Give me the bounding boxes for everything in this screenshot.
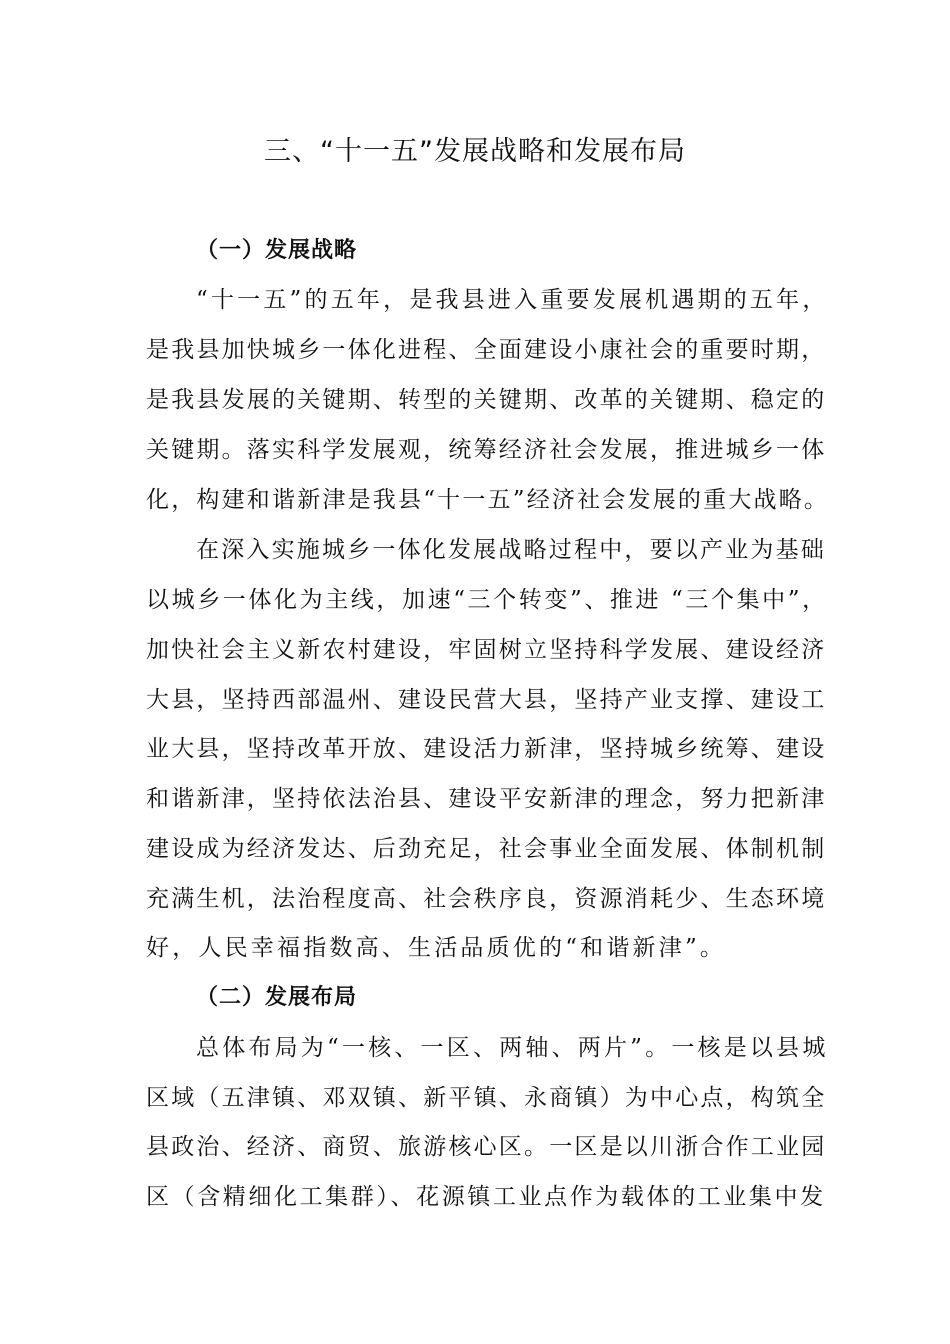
paragraph-line: 和谐新津，坚持依法治县、建设平安新津的理念，努力把新津 — [146, 786, 827, 812]
section-heading-layout: （二）发展布局 — [196, 985, 358, 1010]
section-heading-strategy: （一）发展战略 — [196, 238, 358, 263]
paragraph-line: 是我县发展的关键期、转型的关键期、改革的关键期、稳定的 — [146, 387, 827, 413]
paragraph-line: 县政治、经济、商贸、旅游核心区。一区是以川浙合作工业园 — [146, 1134, 827, 1160]
paragraph-line: 是我县加快城乡一体化进程、全面建设小康社会的重要时期， — [146, 337, 827, 363]
paragraph-line: “十一五”的五年，是我县进入重要发展机遇期的五年， — [196, 287, 829, 313]
paragraph-line: 加快社会主义新农村建设，牢固树立坚持科学发展、建设经济 — [146, 637, 827, 663]
paragraph-line: 区（含精细化工集群）、花源镇工业点作为载体的工业集中发 — [146, 1184, 826, 1210]
paragraph-line: 总体布局为“一核、一区、两轴、两片”。一核是以县城 — [196, 1035, 829, 1061]
paragraph-line: 区域（五津镇、邓双镇、新平镇、永商镇）为中心点，构筑全 — [146, 1085, 827, 1111]
paragraph-line: 以城乡一体化为主线，加速“三个转变”、推进 “三个集中”， — [146, 587, 828, 613]
paragraph-line: 建设成为经济发达、后劲充足，社会事业全面发展、体制机制 — [146, 836, 827, 862]
paragraph-line: 充满生机，法治程度高、社会秩序良，资源消耗少、生态环境 — [146, 886, 827, 912]
paragraph-line: 好，人民幸福指数高、生活品质优的“和谐新津”。 — [146, 935, 727, 961]
paragraph-line: 化，构建和谐新津是我县“十一五”经济社会发展的重大战略。 — [146, 487, 830, 513]
paragraph-line: 关键期。落实科学发展观，统筹经济社会发展，推进城乡一体 — [146, 437, 827, 463]
paragraph-line: 业大县，坚持改革开放、建设活力新津，坚持城乡统筹、建设 — [146, 736, 827, 762]
document-title: 三、“十一五”发展战略和发展布局 — [264, 136, 686, 167]
paragraph-line: 大县，坚持西部温州、建设民营大县，坚持产业支撑、建设工 — [146, 687, 827, 713]
paragraph-line: 在深入实施城乡一体化发展战略过程中，要以产业为基础 — [196, 537, 826, 563]
